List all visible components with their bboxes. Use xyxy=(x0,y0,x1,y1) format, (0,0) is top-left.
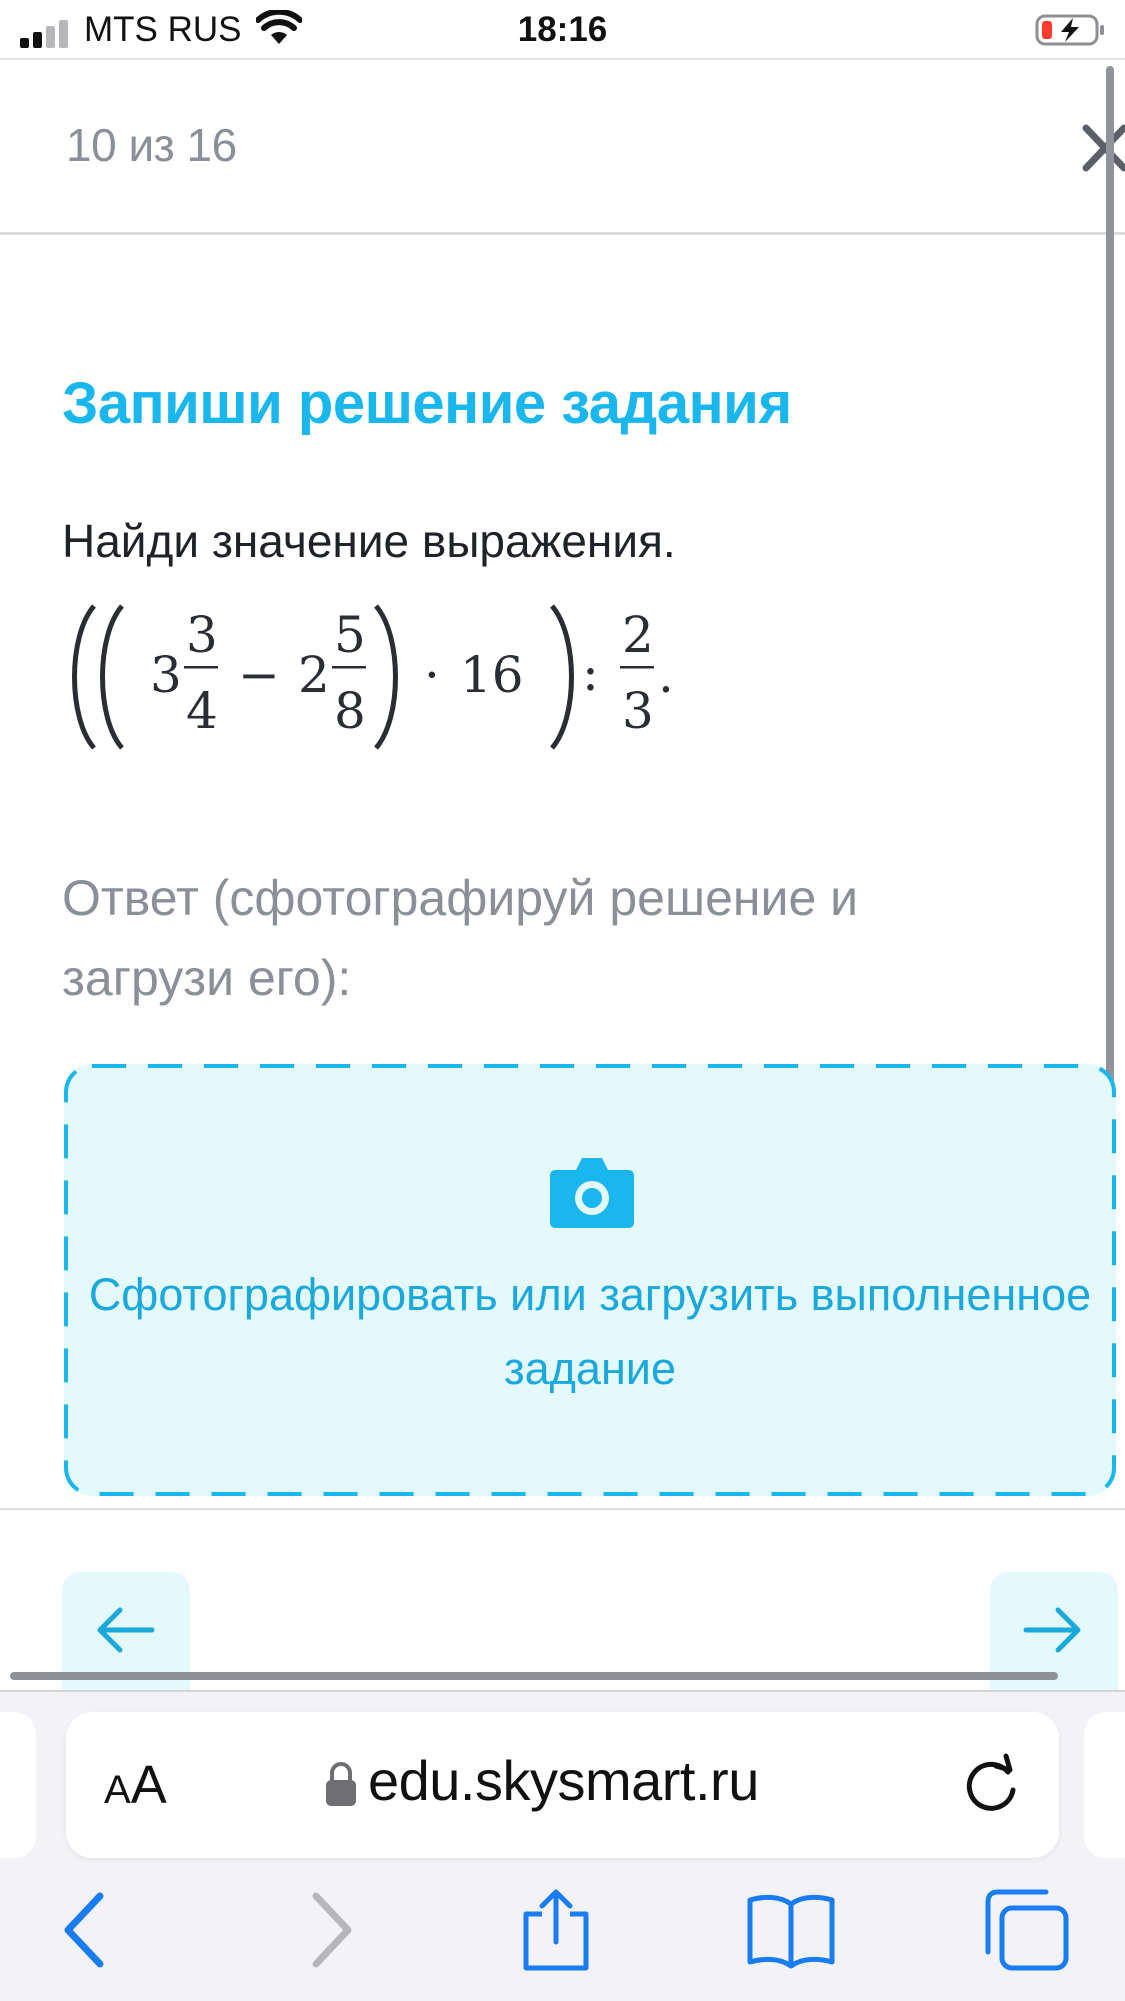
fraction-den-2: 8 xyxy=(334,682,366,740)
expression-period: . xyxy=(658,646,674,704)
factor-16: 16 xyxy=(460,646,524,704)
fraction-bar-2 xyxy=(332,666,366,669)
fraction-bar-3 xyxy=(620,666,654,669)
outer-right-paren xyxy=(552,606,572,748)
multiply-sign: · xyxy=(424,646,440,704)
tabs-icon[interactable] xyxy=(980,1888,1074,1972)
lock-icon xyxy=(324,1760,358,1808)
back-icon[interactable] xyxy=(58,1888,114,1972)
carrier-name: MTS RUS xyxy=(84,10,242,49)
address-bar[interactable] xyxy=(66,1712,1059,1858)
forward-icon[interactable] xyxy=(302,1888,358,1972)
share-icon[interactable] xyxy=(518,1888,594,1972)
mixed-whole-2: 2 xyxy=(298,646,330,704)
upload-text: Сфотографировать или загрузить выполненное задание xyxy=(88,1269,1092,1394)
math-expression xyxy=(62,596,702,756)
outer-left-paren xyxy=(75,606,95,748)
camera-icon xyxy=(548,1150,636,1230)
answer-label: Ответ (сфотографируй решение и загрузи его): xyxy=(62,870,859,1006)
bookmarks-icon[interactable] xyxy=(744,1888,838,1972)
task-prompt: Найди значение выражения. xyxy=(62,515,676,567)
task-title: Запиши решение задания xyxy=(62,371,792,436)
close-icon[interactable] xyxy=(1080,120,1125,176)
previous-tab-preview[interactable] xyxy=(0,1712,36,1858)
fraction-bar-1 xyxy=(184,666,218,669)
text-size-small-a: A xyxy=(104,1768,131,1812)
divide-sign: : xyxy=(582,644,599,702)
inner-left-paren xyxy=(103,606,123,748)
arrow-left-icon xyxy=(92,1604,158,1656)
task-progress: 10 из 16 xyxy=(66,119,237,171)
next-tab-preview[interactable] xyxy=(1084,1712,1125,1858)
fraction-num-2: 5 xyxy=(334,606,366,664)
content-divider xyxy=(0,1508,1125,1510)
reload-icon[interactable] xyxy=(958,1752,1024,1818)
upload-dropzone[interactable] xyxy=(64,1064,1116,1496)
text-size-button[interactable] xyxy=(104,1754,167,1816)
minus-sign: − xyxy=(238,646,280,704)
battery-charging-icon xyxy=(1035,14,1107,46)
fraction-num-1: 3 xyxy=(186,606,218,664)
mixed-whole-1: 3 xyxy=(150,646,182,704)
status-divider xyxy=(0,58,1125,60)
arrow-right-icon xyxy=(1020,1604,1086,1656)
text-size-large-a: A xyxy=(130,1755,167,1815)
status-bar xyxy=(0,0,1125,58)
horizontal-scrollbar[interactable] xyxy=(10,1672,1058,1680)
url-text[interactable]: edu.skysmart.ru xyxy=(368,1749,759,1812)
inner-right-paren xyxy=(376,606,396,748)
fraction-num-3: 2 xyxy=(622,606,654,664)
fraction-den-3: 3 xyxy=(622,682,654,740)
fraction-den-1: 4 xyxy=(186,682,218,740)
safari-divider xyxy=(0,1690,1125,1692)
header-divider xyxy=(0,232,1125,235)
clock: 18:16 xyxy=(517,10,608,49)
